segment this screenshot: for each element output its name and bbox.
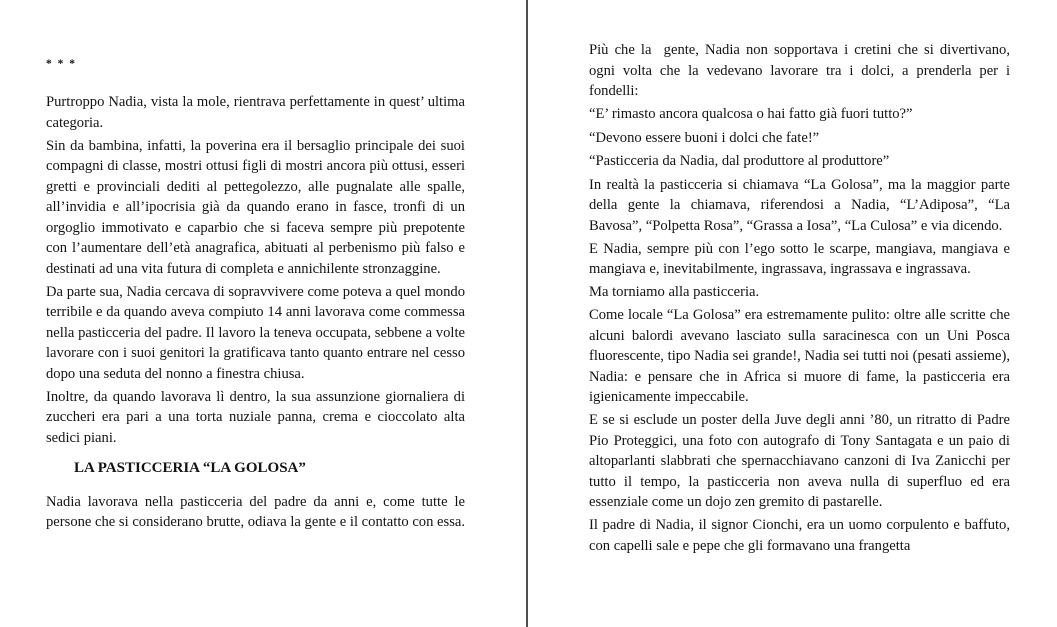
paragraph: Come locale “La Golosa” era estremamente pulito: oltre alle scritte che alcuni balordi avevano lasciato sulla saracinesca con un Uni Posca fluorescente, tipo Nadia sei grande!, Nadia sei tutti noi (pesati assieme), Nadia: e pensare che in Africa si muore di fame, la pasticceria era igienicamente impeccabile. [589, 307, 1010, 405]
paragraph: E Nadia, sempre più con l’ego sotto le scarpe, mangiava, mangiava e mangiava e, inevitabilmente, ingrassava, ingrassava e ingrassava. [589, 240, 1010, 277]
paragraph: E se si esclude un poster della Juve degli anni ’80, un ritratto di Padre Pio Proteggici, una foto con autografo di Tony Santagata e un paio di altoparlanti slabbrati che spernacchiavano canzoni di Iva Zanicchi per tutto il tempo, la pasticceria non aveva nulla di superfluo ed era essenziale come un dojo zen gremito di pastarelle. [589, 412, 1010, 510]
dialogue-line: “Pasticceria da Nadia, dal produttore al produttore” [589, 153, 890, 169]
paragraph: Nadia lavorava nella pasticceria del padre da anni e, come tutte le persone che si considerano brutte, odiava la gente e il contatto con essa. [46, 493, 465, 530]
paragraph: Il padre di Nadia, il signor Cionchi, era un uomo corpulento e baffuto, con capelli sale e pepe che gli formavano una frangetta [589, 517, 1010, 554]
dialogue-line: “E’ rimasto ancora qualcosa o hai fatto già fuori tutto?” [589, 106, 913, 122]
paragraph: Sin da bambina, infatti, la poverina era il bersaglio principale dei suoi compagni di classe, mostri ottusi figli di mostri ancora più ottusi, esseri gretti e provinciali dediti al pettegolezzo, alle pugnalate alle spalle, all’invidia e all’ipocrisia già da quando erano in fasce, tronfi di un orgoglio immotivato e caparbio che si faceva sempre più prepotente con l’aumentare dell’età anagrafica, abituati al perbenismo più falso e destinati ad una vita futura di completa e annichilente stronzaggine. [46, 137, 465, 277]
paragraph: Purtroppo Nadia, vista la mole, rientrava perfettamente in quest’ ultima categoria. [46, 94, 465, 131]
paragraph: Inoltre, da quando lavorava lì dentro, la sua assunzione giornaliera di zuccheri era pari a una torta nuziale panna, crema e cioccolato alta sedici piani. [46, 388, 465, 446]
paragraph: In realtà la pasticceria si chiamava “La Golosa”, ma la maggior parte della gente la chiamava, riferendosi a Nadia, “L’Adiposa”, “La Bavosa”, “Polpetta Rosa”, “Grassa a Iosa”, “La Culosa” e via dicendo. [589, 176, 1010, 234]
paragraph: Da parte sua, Nadia cercava di sopravvivere come poteva a quel mondo terribile e da quando aveva compiuto 14 anni lavorava come commessa nella pasticceria del padre. Il lavoro la teneva occupata, sebbene a volte lavorare con i suoi genitori la gratificava tanto quanto entrare nel cesso dopo una seduta del nonno a finestra chiusa. [46, 283, 465, 382]
scene-break: * * * [46, 58, 77, 70]
left-page[interactable] [46, 40, 465, 615]
chapter-heading: LA PASTICCERIA “LA GOLOSA” [74, 460, 306, 476]
paragraph: Ma torniamo alla pasticceria. [589, 284, 760, 300]
right-page[interactable] [589, 40, 1010, 615]
page-divider [526, 0, 528, 627]
paragraph: Più che la gente, Nadia non sopportava i cretini che si divertivano, ogni volta che la vedevano lavorare tra i dolci, a prenderla per i fondelli: [589, 42, 1010, 99]
dialogue-line: “Devono essere buoni i dolci che fate!” [589, 129, 820, 146]
